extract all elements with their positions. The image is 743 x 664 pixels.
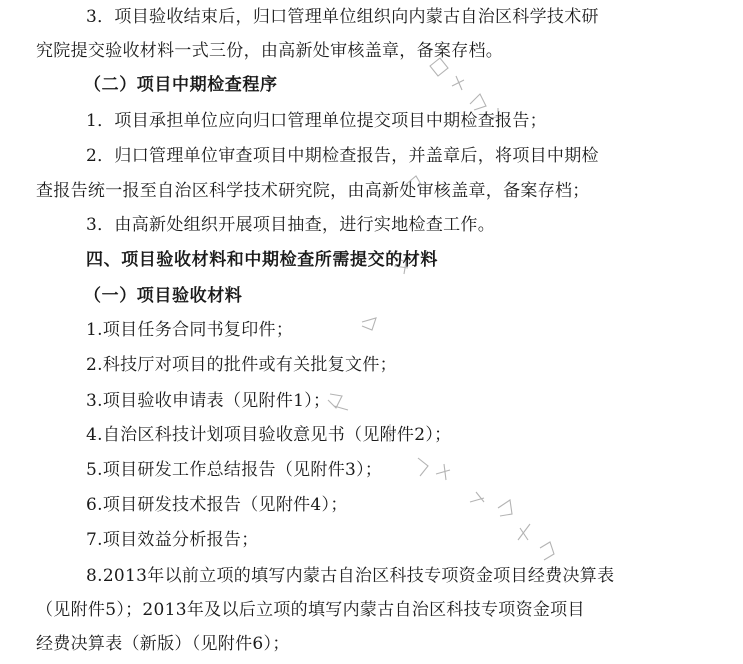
- list-item-5: 5.项目研发工作总结报告（见附件3）；: [86, 460, 383, 480]
- list-item-4: 4.自治区科技计划项目验收意见书（见附件2）；: [86, 425, 452, 445]
- list-item-1: 1.项目任务合同书复印件；: [86, 320, 294, 340]
- list-item-8: 8.2013年以前立项的填写内蒙古自治区科技专项资金项目经费决算表: [86, 566, 615, 586]
- list-item-8-cont-2: 经费决算表（新版）（见附件6）；: [36, 634, 290, 654]
- list-item-6: 6.项目研发技术报告（见附件4）；: [86, 495, 348, 515]
- subsection-heading-1: （一）项目验收材料: [84, 286, 243, 306]
- paragraph-line-5: 查报告统一报至自治区科学技术研究院，由高新处审核盖章，备案存档；: [36, 181, 590, 201]
- paragraph-line-1: 3．项目验收结束后，归口管理单位组织向内蒙古自治区科学技术研: [86, 7, 599, 27]
- paragraph-line-3: 1．项目承担单位应向归口管理单位提交项目中期检查报告；: [86, 111, 547, 131]
- section-heading-4: 四、项目验收材料和中期检查所需提交的材料: [86, 250, 438, 270]
- paragraph-line-6: 3．由高新处组织开展项目抽查，进行实地检查工作。: [86, 215, 496, 235]
- section-heading-2: （二）项目中期检查程序: [84, 75, 278, 95]
- list-item-3: 3.项目验收申请表（见附件1）；: [86, 391, 331, 411]
- paragraph-line-4: 2．归口管理单位审查项目中期检查报告，并盖章后，将项目中期检: [86, 146, 599, 166]
- paragraph-line-2: 究院提交验收材料一式三份，由高新处审核盖章，备案存档。: [36, 41, 504, 61]
- list-item-2: 2.科技厅对项目的批件或有关批复文件；: [86, 355, 397, 375]
- list-item-7: 7.项目效益分析报告；: [86, 530, 259, 550]
- list-item-8-cont-1: （见附件5）；2013年及以后立项的填写内蒙古自治区科技专项资金项目: [36, 600, 585, 620]
